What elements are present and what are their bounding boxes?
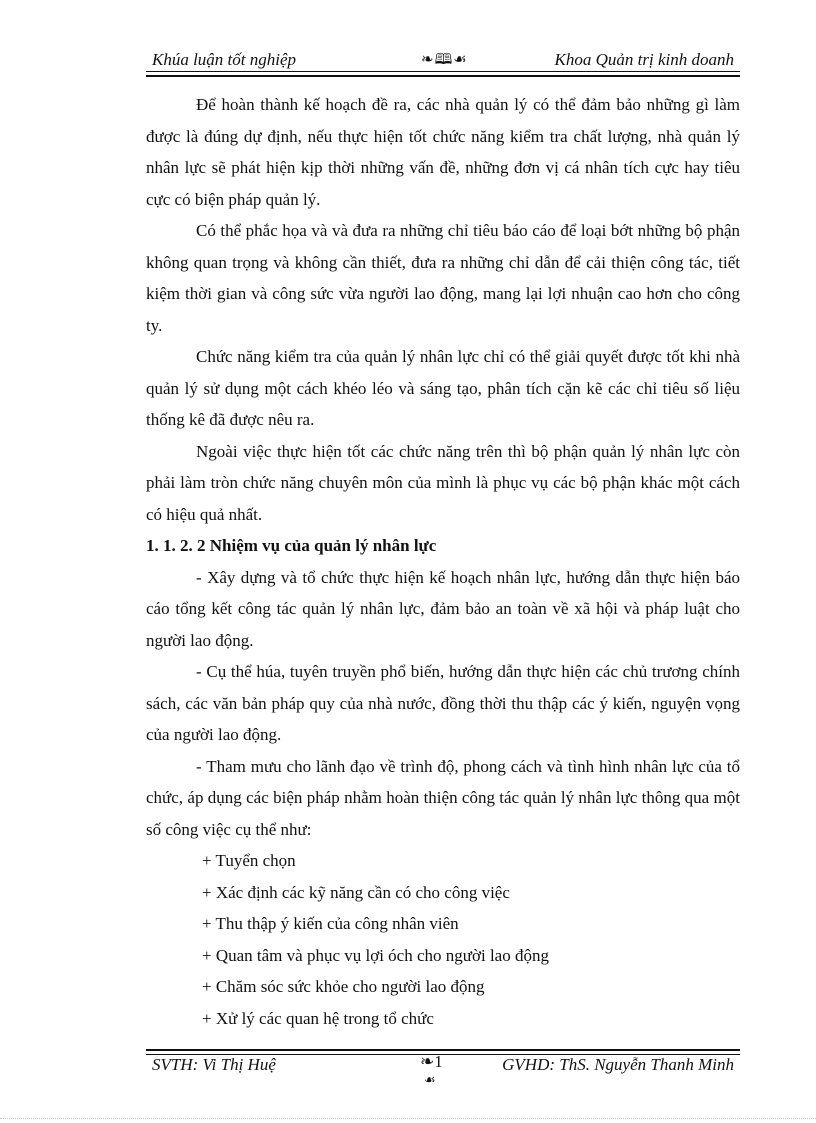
footer-rule-thick — [146, 1049, 740, 1051]
task-list — [146, 845, 740, 1034]
page-body — [146, 89, 740, 1034]
header-faculty-label: Khoa Quản trị kinh doanh — [554, 50, 734, 69]
task-list-item: + Xác định các kỹ năng cần có cho công việc — [202, 882, 510, 902]
page-header — [146, 46, 740, 70]
dash-item: - Tham mưu cho lãnh đạo về trình độ, phong cách và tình hình nhân lực của tổ chức, áp dụng các biện pháp nhằm hoàn thiện công tác quản lý nhân lực thông qua một số công việc cụ thể như: — [146, 756, 740, 839]
task-list-item: + Chăm sóc sức khỏe cho người lao động — [202, 977, 485, 996]
task-list-item: + Quan tâm và phục vụ lợi óch cho người lao động — [202, 945, 549, 965]
paragraph: Chức năng kiểm tra của quản lý nhân lực chỉ có thể giải quyết được tốt khi nhà quản lý sử dụng một cách khéo léo và sáng tạo, phân tích cặn kẽ các chỉ tiêu số liệu thống kê đã được nêu ra. — [146, 347, 740, 429]
footer-ornament-icon: ☙ — [424, 1072, 436, 1087]
footer-student-label: SVTH: Vi Thị Huệ — [152, 1055, 276, 1074]
dash-item: - Xây dựng và tổ chức thực hiện kế hoạch nhân lực, hướng dẫn thực hiện báo cáo tổng kết công tác quản lý nhân lực, đảm bảo an toàn về xã hội và pháp luật cho người lao động. — [146, 567, 740, 650]
footer-advisor-label: GVHD: ThS. Nguyễn Thanh Minh — [502, 1055, 734, 1074]
header-rule-thick — [146, 75, 740, 77]
header-ornament-icon: ❧🕮☙ — [421, 52, 468, 68]
page-number: ❧1 — [420, 1052, 443, 1071]
paragraph: Có thể phắc họa và và đưa ra những chỉ tiêu báo cáo để loại bớt những bộ phận không quan trọng và không cần thiết, đưa ra những chỉ dẫn để cải thiện công tác, tiết kiệm thời gian và công sức vừa người lao động, mang lại lợi nhuận cao hơn cho công ty. — [146, 221, 740, 335]
page-edge-divider — [0, 1118, 816, 1119]
paragraph: Ngoài việc thực hiện tốt các chức năng trên thì bộ phận quản lý nhân lực còn phải làm tròn chức năng chuyên môn của mình là phục vụ các bộ phận khác một cách có hiệu quả nhất. — [146, 441, 740, 524]
header-thesis-label: Khúa luận tốt nghiệp — [152, 50, 297, 69]
header-rule-thin — [146, 71, 740, 72]
task-list-item: + Tuyển chọn — [202, 851, 296, 870]
section-heading: 1. 1. 2. 2 Nhiệm vụ của quản lý nhân lực — [146, 536, 437, 555]
task-list-item: + Thu thập ý kiến của công nhân viên — [202, 914, 459, 933]
dash-item: - Cụ thể húa, tuyên truyền phổ biến, hướng dẫn thực hiện các chủ trương chính sách, các văn bản pháp quy của nhà nước, đồng thời thu thập các ý kiến, nguyện vọng của người lao động. — [146, 662, 740, 744]
task-list-item: + Xử lý các quan hệ trong tổ chức — [202, 1008, 434, 1028]
paragraph: Để hoàn thành kế hoạch đề ra, các nhà quản lý có thể đảm bảo những gì làm được là đúng dự định, nếu thực hiện tốt chức năng kiểm tra chất lượng, nhà quản lý nhân lực sẽ phát hiện kịp thời những vấn đề, những đơn vị cá nhân tích cực hay tiêu cực có biện pháp quản lý. — [146, 95, 740, 209]
